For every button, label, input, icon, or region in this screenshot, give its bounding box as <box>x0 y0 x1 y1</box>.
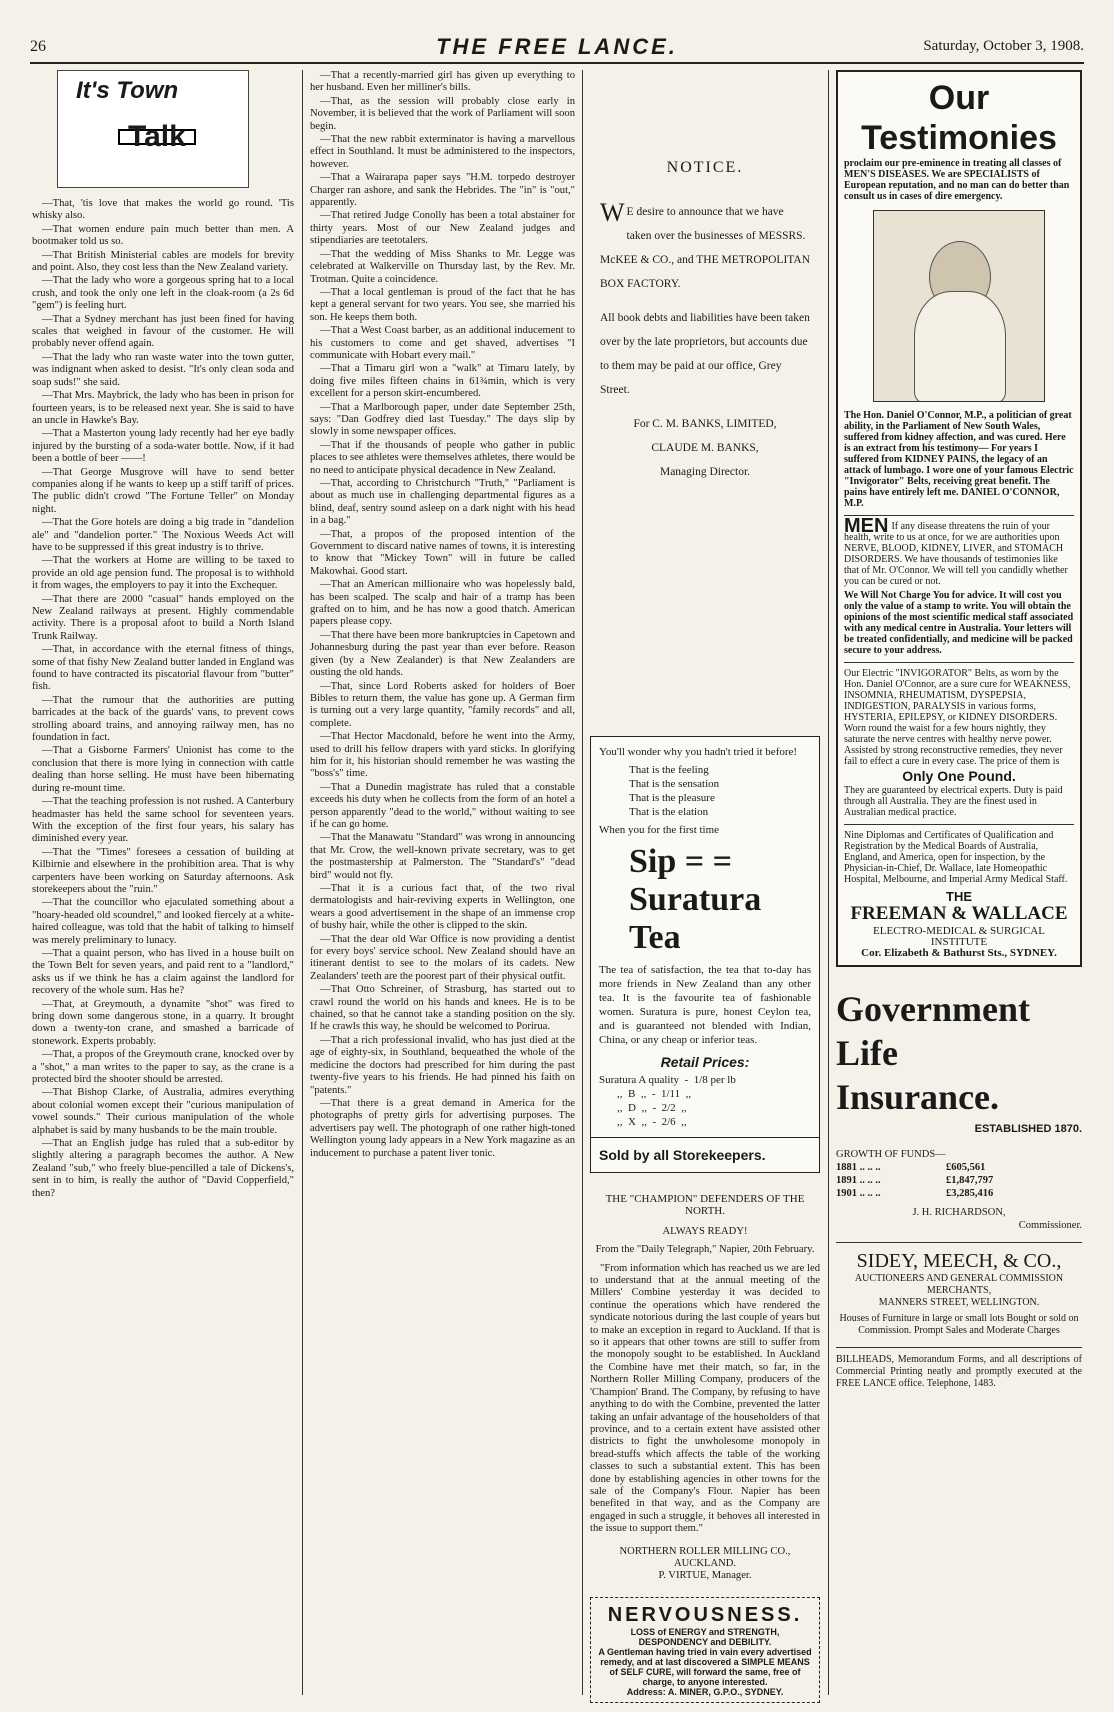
news-paragraph: —That women endure pain much better than men. A bootmaker told us so. <box>32 223 294 248</box>
diplomas-text: Nine Diplomas and Certificates of Qualification and Registration by the Medical Boards of Australia, England, and America, open for inspection, by the Physician-in-Chief, Dr. Wallace, late Homeopathic Hospital, Melbourne, and Imperial Army Medical Staff. <box>844 830 1068 885</box>
belts-section <box>844 662 1074 818</box>
sidey-name: SIDEY, MEECH, & CO., <box>856 1250 1062 1272</box>
news-paragraph: —That the Gore hotels are doing a big trade in "dandelion ale" and "dandelion porter." The Noxious Weeds Act will have to be suppressed if this great industry is to thrive. <box>32 517 294 553</box>
news-paragraph: —That George Musgrove will have to send better companies along if he wants to keep up a stiff tariff of prices. The public didn't crowd "The Fortune Teller" on Monday night. <box>32 466 294 515</box>
news-paragraph: —That there is a great demand in America for the photographs of pretty girls for advertising purposes. The advertisers pay well. The photograph of one rather high-toned Wellington young lady appears in a New York magazine as an inducement to purchase a patent liver tonic. <box>310 1097 575 1159</box>
news-paragraph: —That a Sydney merchant has just been fined for having scales that weighed in favour of the customer. He will probably never offend again. <box>32 313 294 350</box>
news-paragraph: —That there have been more bankruptcies in Capetown and Johannesburg during the past year than ever before. Reason given (by a New Zealander) is that New Zealanders are ousting the old hands. <box>310 629 575 679</box>
growth-row: 1891 .. .. .. £1,847,797 <box>836 1175 994 1186</box>
firm-address: Cor. Elizabeth & Bathurst Sts., SYDNEY. <box>861 947 1057 959</box>
belts-text: Our Electric "INVIGORATOR" Belts, as worn by the Hon. Daniel O'Connor, are a sure cure for WEAKNESS, INSOMNIA, RHEUMATISM, DYSPEPSIA, INDIGESTION, PARALYSIS in various forms, HYSTERIA, EPILEPSY, or KIDNEY DISORDERS. Worn round the waist for a few hours nightly, they saturate the nerve centres with healthy nerve power. Assisted by strong reconstructive remedies, they never fail to effect a cure in every case. The price of them is <box>844 668 1071 767</box>
portrait-beard <box>914 291 1006 402</box>
news-paragraph: —That, at Greymouth, a dynamite "shot" was fired to bring down some dangerous stone, in a quarry. It brought down a twenty-ton crane, and smashed a barricade of stonework. Experts probably. <box>32 998 294 1047</box>
news-paragraph: —That the teaching profession is not rushed. A Canterbury headmaster has held the same school for seventeen years. With the exception of the first four years, his salary has diminished every year. <box>32 796 294 845</box>
news-paragraph: —That the wedding of Miss Shanks to Mr. Legge was celebrated at Walkerville on Thursday last, by the Rev. Mr. Trotman. Quite a coincidence. <box>310 248 575 285</box>
nerv-address: Address: A. MINER, G.P.O., SYDNEY. <box>626 1686 784 1697</box>
nerv-title: NERVOUSNESS. <box>607 1603 803 1626</box>
news-paragraph: —That a Dunedin magistrate has ruled that a constable exceeds his duty when he collects from the form of an hotel a person apparently "dead to the world," without waiting to see if he can go home. <box>310 781 575 830</box>
news-paragraph: —That Otto Schreiner, of Strasburg, has started out to crawl round the world on his hands and knees. He is to be chained, so that he cannot take a standing position on the sly. If he crawls this way, he should be welcomed to Porirua. <box>310 984 575 1033</box>
news-paragraph: —That Bishop Clarke, of Australia, admires everything about colonial women except their "curious manipulation of vowel sounds." Their curious manipulation of the whole alphabet is said by many husbands to be the main trouble. <box>32 1087 294 1136</box>
sidey-meech-advert <box>836 1242 1082 1337</box>
sidey-line: Houses of Furniture in large or small lots Bought or sold on Commission. Prompt Sales and Moderate Charges <box>839 1313 1079 1336</box>
portrait-caption: The Hon. Daniel O'Connor, M.P., a politician of great ability, in the Parliament of New South Wales, suffered from kidney affection, and was cured. Here is an extract from his testimony— For years I suffered from KIDNEY PAINS, the legacy of an attack of lumbago. I wore one of your famous Electric "Invigorator" Belts, receiving great benefit. The pains have entirely left me. DANIEL O'CONNOR, M.P. <box>844 410 1074 509</box>
news-paragraph: —That, as the session will probably close early in November, it is believed that the work of Parliament will soon begin. <box>310 95 575 132</box>
firm-name: FREEMAN & WALLACE <box>850 903 1068 924</box>
sip-line: That is the pleasure <box>629 792 715 804</box>
price-row: Suratura A quality - 1/8 per lb <box>599 1074 736 1086</box>
brand-line: Tea <box>629 919 681 956</box>
news-paragraph: —That British Ministerial cables are models for brevity and point. Also, they cost less than the New Zealand variety. <box>32 249 294 274</box>
men-section <box>844 515 1074 656</box>
news-paragraph: —That a local gentleman is proud of the fact that he has kept a general servant for two years. You see, she married his son. He keeps them both. <box>310 286 575 323</box>
growth-heading: GROWTH OF FUNDS— <box>836 1149 946 1160</box>
column-rule <box>582 70 583 1695</box>
news-paragraph: —That it is a curious fact that, of the two rival dermatologists and hair-reviving experts in Wellington, one wears a good advertisement in the shape of an immense crop of bushy hair, while the other is clipped to the skin. <box>310 883 575 932</box>
news-paragraph: —That a Wairarapa paper says "H.M. torpedo destroyer Charger ran ashore, and sank the Hebrides. The "in" is "out," apparently. <box>310 172 575 209</box>
brand-line: Sip = = <box>629 843 733 880</box>
news-paragraph: —That a Marlborough paper, under date September 25th, says: "Dan Godfrey died last Tuesday." The days slip by slowly in some newspaper offices. <box>310 401 575 438</box>
firm-institute: ELECTRO-MEDICAL & SURGICAL INSTITUTE <box>873 925 1045 948</box>
sip-brand <box>629 843 811 957</box>
price-row: ,, B ,, - 1/11 ,, <box>617 1088 692 1100</box>
testimonies-title: Our Testimonies <box>861 79 1057 157</box>
news-paragraph: —That Hector Macdonald, before he went into the Army, used to drill his fellow drapers with yard sticks. In glorifying him for it, his historian should remember he was wasting the "boss's" time. <box>310 731 575 780</box>
gov-title-1: Government <box>836 989 1030 1029</box>
champion-body: "From information which has reached us we are led to understand that at the annual meeting of the Millers' Combine yesterday it was decided to continue the operations which have rendered the syndicate notorious during the last couple of years but to make an exception in regard to Auckland. If that is so it appears that other towns are still to suffer from the monopoly sought to be established. In Auckland the Combine have met their match, so far, in the Northern Roller Milling Company, producers of the 'Champion' Brand. The Company, by refusing to have anything to do with the Combine, prevented the latter taking an unfair advantage of the householders of that province, and to a certain extent have assisted other districts to fight the unwholesome monopoly in bread-stuffs which affects the table of the working classes to such a substantial extent. This has been done by establishing agencies in other towns for the sale of the Company's Flour. Napier has been benefited in that way, and as the Company are engaged in such a struggle, it behoves all interested in the issue to support them." <box>590 1262 820 1535</box>
testimonies-intro: proclaim our pre-eminence in treating all classes of MEN'S DISEASES. We are SPECIALISTS of European reputation, and no man can do better than consult us in cases of dire emergency. <box>844 158 1070 202</box>
column-rule <box>828 70 829 1695</box>
news-paragraph: —That the lady who ran waste water into the town gutter, was indignant when asked to desist. "It's only clean soda and soap suds!" she said. <box>32 351 294 388</box>
town-talk-column-1 <box>32 70 294 1201</box>
diplomas-section <box>844 824 1074 959</box>
news-paragraph: —That, since Lord Roberts asked for holders of Boer Bibles to return them, the value has gone up. A German firm is turning out a very large quantity, "family records" and all, complete. <box>310 680 575 729</box>
news-paragraph: —That the workers at Home are willing to be taxed to provide an old age pension fund. The proposal is to withhold it from wages, the employers to pay it into the Exchequer. <box>32 555 294 592</box>
gov-title-3: Insurance. <box>836 1077 1000 1117</box>
news-paragraph: —That retired Judge Conolly has been a total abstainer for thirty years. Most of our New Zealand judges and stipendiaries are teetotalers. <box>310 210 575 247</box>
no-charge-text: We Will Not Charge You for advice. It will cost you only the value of a stamp to write. You will obtain the opinions of the most scientific medical staff associated with any medical centre in Australia. Your letters will be treated confidentially, and medicine will be packed secure to your address. <box>844 590 1074 656</box>
price-row: ,, D ,, - 2/2 ,, <box>617 1102 687 1114</box>
champion-heading: THE "CHAMPION" DEFENDERS OF THE NORTH. <box>605 1193 805 1218</box>
notice-paragraph-1: W E desire to announce that we have taken over the businesses of MESSRS. McKEE & CO., and THE METROPOLITAN BOX FACTORY. <box>600 198 810 290</box>
notice-role: Managing Director. <box>659 466 751 478</box>
men-drop: MEN <box>844 515 889 537</box>
logo-line-2: Talk <box>118 129 196 145</box>
guarantee-text: They are guaranteed by electrical experts. Duty is paid through all Australia. They are the finest used in Australian medical practice. <box>844 785 1063 818</box>
testimonies-advert <box>836 70 1082 967</box>
news-paragraph: —That the new rabbit exterminator is having a marvellous effect in Southland. It must be administered to the inspectors, however. <box>310 134 575 170</box>
advert-column-4 <box>836 70 1082 1390</box>
sip-body: The tea of satisfaction, the tea that to-day has more friends in New Zealand than any other tea. It is the favourite tea of fashionable women. Suratura is pure, honest Ceylon tea, and is guaranteed not blended with Indian, China, or any cheap or inferior teas. <box>599 964 811 1046</box>
gov-role: Commissioner. <box>1018 1220 1082 1231</box>
sold-by: Sold by all Storekeepers. <box>591 1137 819 1172</box>
sip-when: When you for the first time <box>599 824 720 836</box>
drop-cap: W <box>600 198 625 227</box>
champion-advert <box>590 1193 820 1583</box>
news-paragraph: —That a recently-married girl has given up everything to her husband. Even her milliner's bills. <box>310 70 575 94</box>
champion-ready: ALWAYS READY! <box>662 1225 748 1237</box>
sip-line: That is the elation <box>629 806 709 818</box>
billheads-advert <box>836 1347 1082 1390</box>
portrait-illustration <box>873 210 1045 402</box>
growth-row: 1901 .. .. .. £3,285,416 <box>836 1188 994 1199</box>
news-paragraph: —That the dear old War Office is now providing a dentist for every boys' service school. New Zealand should have an itinerant dentist to see to the molars of its cadets. New Zealanders' teeth are the poorest part of their physical outfit. <box>310 933 575 982</box>
sip-line: That is the sensation <box>629 778 720 790</box>
page-number: 26 <box>30 38 46 55</box>
sip-lead: You'll wonder why you hadn't tried it before! <box>599 746 798 758</box>
news-paragraph: —That a West Coast barber, as an additional inducement to his customers to come and get shaved, advertises "I communicate with Hobart every mail." <box>310 325 575 361</box>
news-paragraph: —That the Manawatu "Standard" was wrong in announcing that Mr. Crow, the well-known private secretary, was to get the postmastership at Palmerston. The "Standard's" "dead bird" would not fly. <box>310 832 575 881</box>
notice-advert <box>590 156 820 696</box>
news-paragraph: —That the lady who wore a gorgeous spring hat to a local crush, and took the only one left in the cloak-room (a 2s 6d "gem") is feeling hurt. <box>32 275 294 312</box>
billheads-text: BILLHEADS, Memorandum Forms, and all descriptions of Commercial Printing neatly and promptly executed at the FREE LANCE office. Telephone, 1483. <box>836 1354 1082 1389</box>
news-paragraph: —That a Gisborne Farmers' Unionist has come to the conclusion that there is more lying in connection with cattle dealing than horse selling. He must have been hibernating during re-mount time. <box>32 745 294 794</box>
logo-line-1: It's Town <box>76 77 179 104</box>
news-paragraph: —That the councillor who ejaculated something about a "hoary-headed old scoundrel," and looked fiercely at a white-haired colleague, was told that the habit of talking to himself was merely preliminary to lunacy. <box>32 897 294 946</box>
gov-signature: J. H. RICHARDSON, <box>912 1207 1006 1218</box>
news-paragraph: —That, a propos of the Greymouth crane, knocked over by a "shot," a man writes to the paper to say, as the crane is a protected bird the shooter should be arrested. <box>32 1049 294 1086</box>
men-text: If any disease threatens the ruin of your health, write to us at once, for we are authorities upon NERVE, BLOOD, KIDNEY, LIVER, and STOMACH DISORDERS. We have thousands of testimonies like that of Mr. O'Connor. We will tell you candidly whether you can be cured or not. <box>844 521 1068 587</box>
town-talk-column-2 <box>310 70 575 1161</box>
news-paragraph: —That the "Times" foresees a cessation of building at Kilbirnie and elsewhere in the prohibition area. That is why carpenters have been working on Saturday afternoons. Ask storekeepers about the "ruin." <box>32 846 294 895</box>
news-paragraph: —That, according to Christchurch "Truth," "Parliament is about as much use in challenging departmental figures as a blind, deaf, sentry sound asleep on a dark night with his head in a bag." <box>310 478 575 527</box>
price-text: Only One Pound. <box>902 768 1016 784</box>
news-paragraph: —That a Masterton young lady recently had her eye badly injured by the bursting of a soda-water bottle. Now, if it had been a bottle of beer ——! <box>32 428 294 465</box>
town-talk-logo <box>57 70 249 188</box>
news-paragraph: —That, 'tis love that makes the world go round. 'Tis whisky also. <box>32 198 294 222</box>
masthead: THE FREE LANCE. <box>436 34 678 59</box>
sidey-line: MANNERS STREET, WELLINGTON. <box>878 1297 1040 1308</box>
growth-row: 1881 .. .. .. £605,561 <box>836 1162 986 1173</box>
sidey-line: AUCTIONEERS AND GENERAL COMMISSION MERCHANTS, <box>854 1273 1064 1296</box>
column-2-paragraphs <box>310 70 575 1160</box>
nerv-line: LOSS of ENERGY and STRENGTH, DESPONDENCY and DEBILITY. <box>630 1626 780 1647</box>
news-paragraph: —That there are 2000 "casual" hands employed on the New Zealand railways at present. Highly commendable activity. There is a proposal afoot to build a North Island Trunk Railway. <box>32 593 294 642</box>
news-paragraph: —That the rumour that the authorities are putting barricades at the back of the guards' vans, to prevent cows strolling aboard trains, and annoying railway men, has no foundation in fact. <box>32 694 294 744</box>
price-row: ,, X ,, - 2/6 ,, <box>617 1116 687 1128</box>
champion-manager: P. VIRTUE, Manager. <box>658 1570 752 1582</box>
notice-for: For C. M. BANKS, LIMITED, <box>633 418 777 430</box>
champion-sig: NORTHERN ROLLER MILLING CO., AUCKLAND. <box>619 1545 791 1569</box>
sip-lines <box>599 763 811 819</box>
news-paragraph: —That, in accordance with the eternal fitness of things, some of that fishy New Zealand butter landed in England was found to have contracted its piscatorial flavour from "butter" fish. <box>32 644 294 693</box>
notice-signature: CLAUDE M. BANKS, <box>651 442 759 454</box>
issue-date: Saturday, October 3, 1908. <box>923 38 1084 54</box>
notice-paragraph-2: All book debts and liabilities have been taken over by the late proprietors, but accounts due to them may be paid at our office, Grey Street. <box>600 312 810 396</box>
news-paragraph: —That a rich professional invalid, who has just died at the age of eighty-six, in Southland, bequeathed the whole of the medicine the doctors had prescribed for him during the past twenty-five years to his friends. He had pinned his faith on "patents." <box>310 1034 575 1096</box>
news-paragraph: —That, a propos of the proposed intention of the Government to discard native names of towns, it is interesting to know that "Mickey Town" will in future be called Makowhai. Good start. <box>310 528 575 577</box>
brand-line: Suratura <box>629 881 762 918</box>
news-paragraph: —That if the thousands of people who gather in public places to see athletes were themselves athletes, there would be no need to anticipate physical decadence in New Zealand. <box>310 439 575 476</box>
news-paragraph: —That an American millionaire who was hopelessly bald, has been scalped. The scalp and hair of a tramp has been grafted on to him, and he has now a good thatch. American papers please copy. <box>310 579 575 628</box>
notice-title: NOTICE. <box>666 159 744 176</box>
news-paragraph: —That a Timaru girl won a "walk" at Timaru lately, by doing five miles fifteen chains in 61¾min, which is very excellent for a person skirt-encumbered. <box>310 363 575 400</box>
retail-prices-heading: Retail Prices: <box>660 1054 750 1070</box>
page-header <box>30 34 1084 64</box>
advert-column-3 <box>590 70 820 1703</box>
news-paragraph: —That a quaint person, who has lived in a house built on the Town Belt for seven years, and paid rent to a "landlord," asks us if we think he has a claim against the landlord for recovery of the whole sum. Has he? <box>32 947 294 997</box>
column-1-paragraphs <box>32 198 294 1200</box>
column-rule <box>302 70 303 1695</box>
gov-established: ESTABLISHED 1870. <box>974 1123 1082 1135</box>
nerv-line: A Gentleman having tried in vain every advertised remedy, and at last discovered a SIMPLE MEANS of SELF CURE, will forward the same, free of charge, to anyone interested. <box>598 1646 812 1687</box>
news-paragraph: —That Mrs. Maybrick, the lady who has been in prison for fourteen years, is to be released next year. She is said to have an uncle in Hawke's Bay. <box>32 390 294 426</box>
government-insurance-advert <box>836 987 1082 1232</box>
news-paragraph: —That an English judge has ruled that a sub-editor by slightly altering a paragraph becomes the author. A New Zealand "sub," who freely blue-pencilled a tale of Dickens's, sent in to him, is really the author of "David Copperfield," then? <box>32 1138 294 1199</box>
firm-the: THE <box>946 889 972 904</box>
champion-from: From the "Daily Telegraph," Napier, 20th February. <box>595 1244 815 1256</box>
sip-line: That is the feeling <box>629 764 709 776</box>
nervousness-advert <box>590 1597 820 1703</box>
suratura-tea-advert <box>590 736 820 1173</box>
gov-title-2: Life <box>836 1033 898 1073</box>
